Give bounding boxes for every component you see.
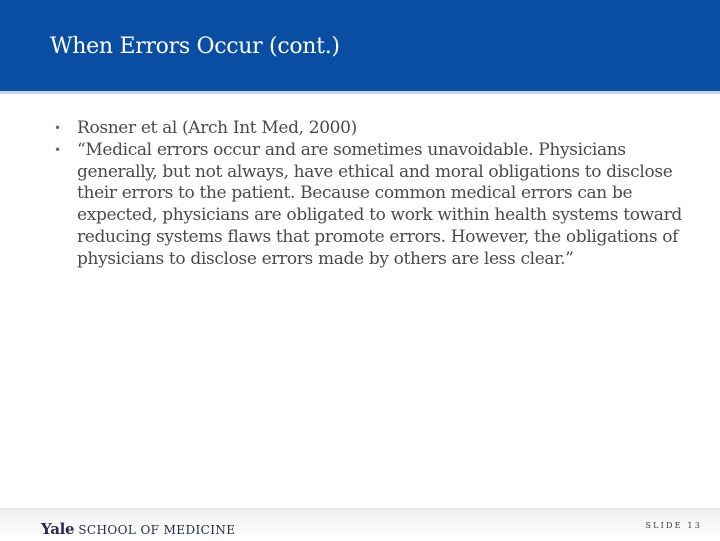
slide-title: When Errors Occur (cont.) <box>50 34 340 59</box>
bullet-marker: • <box>54 142 61 157</box>
bullet-list <box>50 118 690 271</box>
bullet-item-quote <box>50 140 690 271</box>
brand-name: Yale <box>41 520 75 538</box>
title-bar <box>0 0 720 94</box>
brand-school: SCHOOL OF MEDICINE <box>78 523 236 537</box>
slide-number: SLIDE 13 <box>645 521 702 530</box>
bullet-text-quote: “Medical errors occur and are sometimes unavoidable. Physicians generally, but not always, have ethical and moral obligations to disclose their errors to the patient. Because common medical errors can be expected, physicians are obligated to work within health systems toward reducing systems flaws that promote errors. However, the obligations of physicians to disclose errors made by others are less clear.” <box>77 139 682 269</box>
bullet-text-citation: Rosner et al (Arch Int Med, 2000) <box>77 118 357 138</box>
bullet-marker: • <box>54 121 61 135</box>
yale-school-of-medicine-logo <box>41 519 235 538</box>
bullet-item-citation <box>50 118 690 140</box>
